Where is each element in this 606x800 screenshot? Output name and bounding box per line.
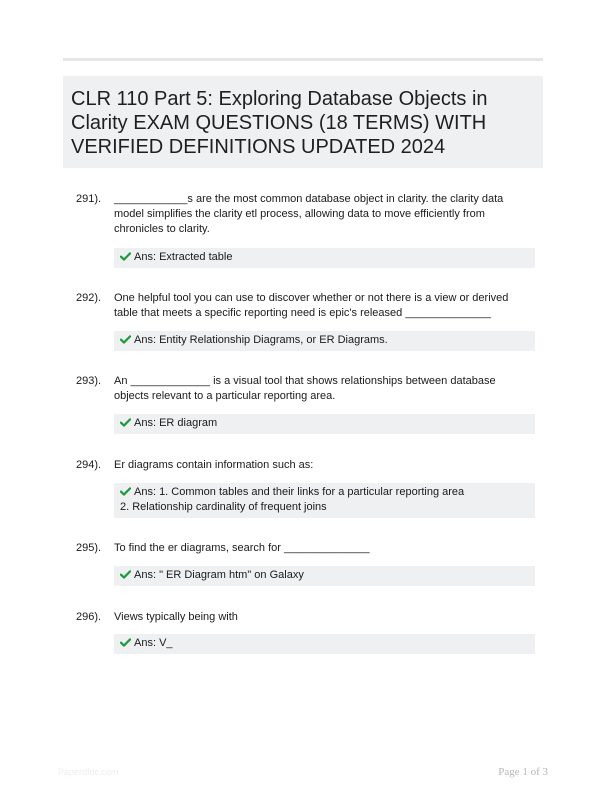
answer-text-continued: 2. Relationship cardinality of frequent joins: [120, 501, 327, 513]
answer-text: Ans: " ER Diagram htm" on Galaxy: [134, 569, 304, 581]
question-number: 293).: [76, 375, 102, 387]
answer-text: Ans: Extracted table: [134, 251, 233, 263]
question-number: 295).: [76, 542, 102, 554]
check-icon: [120, 487, 131, 496]
question-number: 291).: [76, 193, 102, 205]
check-icon: [120, 418, 131, 427]
question-text: One helpful tool you can use to discover whether or not there is a view or derived table that meets a specific reporting need is epic's released ______________: [114, 292, 509, 319]
question-text: ____________s are the most common database object in clarity. the clarity data model simplifies the clarity etl process, allowing data to move efficiently from chronicles to clarity.: [114, 193, 504, 235]
answer-box: [114, 566, 535, 586]
answer-box: [114, 414, 535, 434]
answer-box: [114, 634, 535, 654]
question-number: 292).: [76, 292, 102, 304]
page-number: Page 1 of 3: [498, 766, 548, 778]
answer-text: Ans: ER diagram: [134, 417, 218, 429]
question-text: To find the er diagrams, search for ______________: [114, 542, 370, 554]
question-text: Er diagrams contain information such as:: [114, 459, 314, 471]
answer-text: Ans: V_: [134, 637, 173, 649]
check-icon: [120, 335, 131, 344]
check-icon: [120, 252, 131, 261]
question-number: 296).: [76, 611, 102, 623]
answer-box: [114, 483, 535, 518]
answer-box: [114, 331, 535, 351]
question-number: 294).: [76, 459, 102, 471]
answer-box: [114, 248, 535, 268]
answer-text: Ans: 1. Common tables and their links for a particular reporting area: [134, 486, 465, 498]
check-icon: [120, 570, 131, 579]
question-text: An _____________ is a visual tool that shows relationships between database objects relevant to a particular reporting area.: [114, 375, 496, 402]
footer-watermark: Paperdfdc.com: [58, 767, 119, 777]
document-title: CLR 110 Part 5: Exploring Database Objects in Clarity EXAM QUESTIONS (18 TERMS) WITH VERIFIED DEFINITIONS UPDATED 2024: [71, 88, 488, 158]
question-text: Views typically being with: [114, 611, 238, 623]
answer-text: Ans: Entity Relationship Diagrams, or ER Diagrams.: [134, 334, 388, 346]
check-icon: [120, 638, 131, 647]
